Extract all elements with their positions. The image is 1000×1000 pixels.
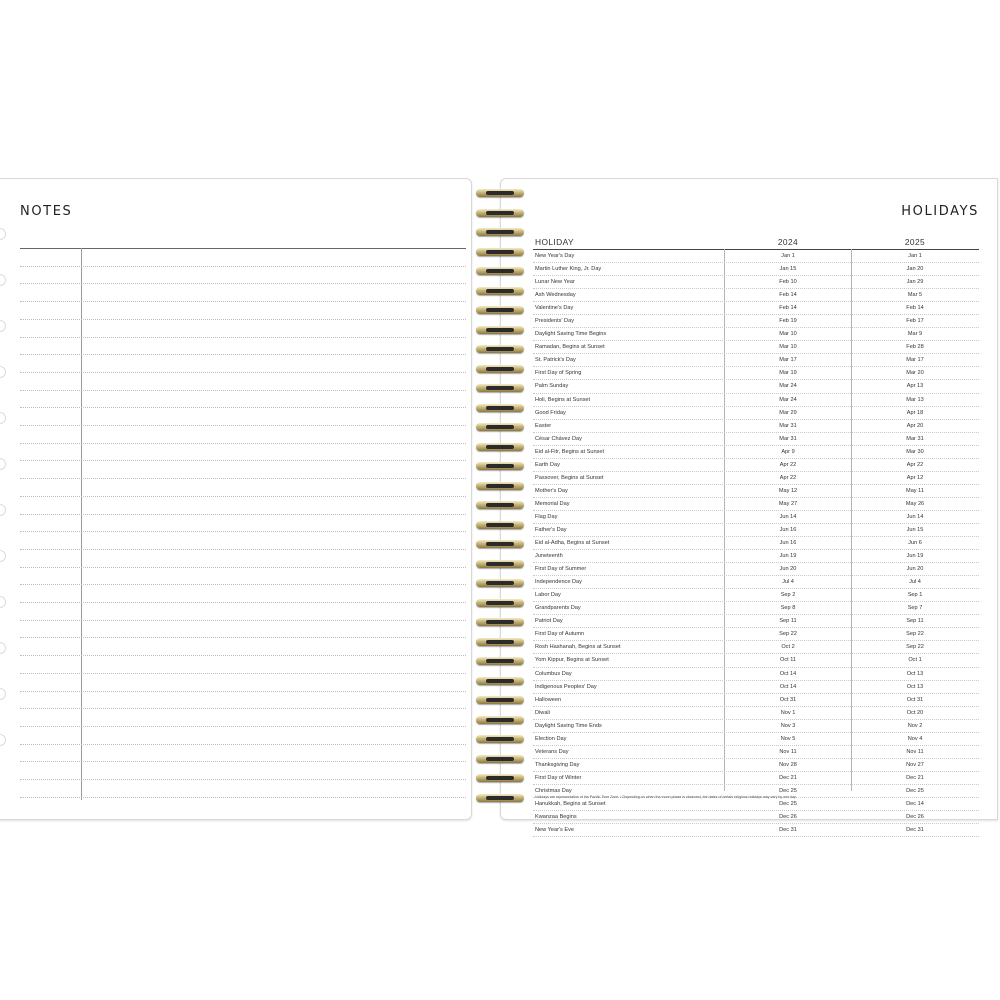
- holiday-name: Juneteenth: [535, 553, 563, 560]
- notes-line: [20, 779, 466, 780]
- holiday-date-2024: Dec 26: [779, 814, 797, 821]
- holiday-date-2025: Jan 20: [906, 266, 924, 273]
- holiday-date-2024: Nov 28: [779, 761, 797, 768]
- spiral-coil: [472, 557, 528, 571]
- notes-line: [20, 567, 466, 568]
- holiday-date-2024: Apr 9: [781, 448, 795, 455]
- holiday-date-2024: Dec 25: [779, 800, 797, 807]
- spiral-coil: [472, 401, 528, 415]
- holidays-table: [533, 233, 979, 837]
- holiday-name: Good Friday: [535, 409, 566, 416]
- holiday-name: First Day of Winter: [535, 774, 582, 781]
- holiday-date-2025: Mar 30: [906, 448, 924, 455]
- notes-line: [20, 354, 466, 355]
- notes-line: [20, 549, 466, 550]
- holiday-date-2024: Jun 14: [779, 513, 797, 520]
- holiday-date-2024: Sep 11: [779, 618, 797, 625]
- holiday-date-2025: Nov 11: [906, 748, 924, 755]
- holiday-date-2024: Dec 21: [779, 774, 797, 781]
- notes-margin-rule: [81, 248, 82, 800]
- holiday-date-2024: May 12: [778, 487, 798, 494]
- holiday-date-2024: Nov 1: [780, 709, 796, 716]
- spiral-coil: [472, 303, 528, 317]
- holiday-name: Yom Kippur, Begins at Sunset: [535, 657, 609, 664]
- holiday-row: [533, 811, 979, 824]
- holiday-row: [533, 602, 979, 615]
- holiday-date-2024: Oct 14: [779, 683, 797, 690]
- notes-line: [20, 283, 466, 284]
- holidays-rows: [533, 250, 979, 837]
- holiday-row: [533, 681, 979, 694]
- holiday-date-2024: Feb 14: [779, 292, 797, 299]
- holiday-name: Mother's Day: [535, 487, 568, 494]
- holiday-row: [533, 746, 979, 759]
- holidays-footnote: Holidays are representative of the Pacific Time Zone. • Depending on when the moon phase is observed, the dates of certain religious holidays may vary by one day.: [535, 795, 797, 799]
- holiday-date-2025: Jan 1: [908, 253, 922, 259]
- holiday-name: Father's Day: [535, 526, 567, 533]
- notes-line: [20, 390, 466, 391]
- holiday-date-2024: Feb 19: [779, 318, 797, 325]
- holiday-date-2024: Jul 4: [782, 579, 794, 586]
- holiday-row: [533, 498, 979, 511]
- holiday-name: Ash Wednesday: [535, 292, 576, 299]
- holiday-row: [533, 315, 979, 328]
- holiday-name: Easter: [535, 422, 552, 429]
- holiday-date-2024: Nov 5: [780, 735, 796, 742]
- holiday-date-2025: Oct 31: [906, 696, 924, 703]
- notes-line: [20, 761, 466, 762]
- holiday-date-2024: Jun 16: [779, 526, 797, 533]
- notes-line: [20, 620, 466, 621]
- holiday-date-2025: Mar 17: [906, 357, 924, 364]
- holiday-date-2024: Mar 24: [779, 383, 797, 390]
- holiday-name: Lunar New Year: [535, 279, 575, 286]
- holiday-row: [533, 654, 979, 667]
- holiday-row: [533, 459, 979, 472]
- holiday-date-2024: Mar 10: [779, 344, 797, 351]
- holiday-row: [533, 289, 979, 302]
- holiday-date-2024: Oct 11: [779, 657, 797, 664]
- holiday-name: Rosh Hashanah, Begins at Sunset: [535, 644, 621, 651]
- spiral-coil: [472, 381, 528, 395]
- holiday-date-2024: Mar 31: [779, 422, 797, 429]
- notes-line: [20, 531, 466, 532]
- holiday-name: Eid al-Adha, Begins at Sunset: [535, 540, 610, 547]
- tab-notch: [0, 366, 6, 378]
- holiday-row: [533, 628, 979, 641]
- spiral-coil: [472, 615, 528, 629]
- spiral-coil: [472, 362, 528, 376]
- holiday-row: [533, 420, 979, 433]
- holiday-date-2025: Oct 20: [906, 709, 924, 716]
- holiday-date-2024: Mar 31: [779, 435, 797, 442]
- holiday-date-2025: Feb 17: [906, 318, 924, 325]
- holiday-date-2025: Jun 19: [906, 553, 924, 560]
- holiday-name: Presidents' Day: [535, 318, 574, 325]
- holiday-date-2025: Oct 1: [908, 657, 922, 664]
- notes-line: [20, 673, 466, 674]
- holiday-date-2025: Apr 20: [906, 422, 924, 429]
- holiday-date-2025: Dec 26: [906, 814, 924, 821]
- holiday-name: Hanukkah, Begins at Sunset: [535, 800, 606, 807]
- holiday-name: Thanksgiving Day: [535, 761, 580, 768]
- spiral-coil: [472, 245, 528, 259]
- holidays-title: HOLIDAYS: [901, 204, 979, 219]
- spiral-coil: [472, 206, 528, 220]
- holiday-row: [533, 446, 979, 459]
- holiday-row: [533, 302, 979, 315]
- notes-line: [20, 319, 466, 320]
- holiday-date-2025: May 11: [906, 487, 924, 494]
- holiday-date-2024: Mar 19: [779, 370, 797, 377]
- holiday-date-2025: Sep 22: [906, 631, 924, 638]
- holiday-name: Indigenous Peoples' Day: [535, 683, 597, 690]
- tab-notch: [0, 688, 6, 700]
- spiral-coil: [472, 576, 528, 590]
- holiday-date-2024: May 27: [778, 500, 798, 507]
- holiday-name: St. Patrick's Day: [535, 357, 576, 364]
- holiday-row: [533, 511, 979, 524]
- notes-line: [20, 514, 466, 515]
- holiday-name: Patriot Day: [535, 618, 563, 625]
- holiday-row: [533, 485, 979, 498]
- holiday-date-2024: Mar 17: [779, 357, 797, 364]
- holiday-name: First Day of Spring: [535, 370, 582, 377]
- holiday-date-2025: Sep 11: [906, 618, 924, 625]
- notes-line: [20, 443, 466, 444]
- holiday-date-2025: Feb 28: [906, 344, 924, 351]
- spiral-coil: [472, 674, 528, 688]
- holiday-date-2025: Apr 22: [906, 461, 924, 468]
- holiday-row: [533, 772, 979, 785]
- holiday-date-2024: Sep 8: [780, 605, 796, 612]
- holiday-date-2025: Mar 31: [906, 435, 924, 442]
- spiral-coil: [472, 186, 528, 200]
- holiday-row: [533, 263, 979, 276]
- holiday-date-2025: Nov 4: [907, 735, 923, 742]
- holiday-date-2024: Nov 11: [779, 748, 797, 755]
- holiday-date-2024: Oct 14: [779, 670, 797, 677]
- tab-notch: [0, 320, 6, 332]
- holiday-row: [533, 668, 979, 681]
- spiral-coil: [472, 479, 528, 493]
- holiday-row: [533, 250, 979, 263]
- spiral-coil: [472, 459, 528, 473]
- notes-line: [20, 460, 466, 461]
- holiday-date-2025: Sep 1: [907, 592, 923, 599]
- holiday-name: Kwanzaa Begins: [535, 814, 577, 821]
- holiday-date-2025: Nov 2: [907, 722, 923, 729]
- holiday-name: Ramadan, Begins at Sunset: [535, 344, 605, 351]
- spiral-coil: [472, 225, 528, 239]
- holiday-name: Memorial Day: [535, 500, 570, 507]
- holiday-date-2025: Oct 13: [906, 670, 924, 677]
- holiday-name: Flag Day: [535, 513, 558, 520]
- holiday-name: Martin Luther King, Jr. Day: [535, 266, 602, 273]
- holiday-date-2024: Apr 22: [779, 474, 797, 481]
- holiday-row: [533, 433, 979, 446]
- holiday-row: [533, 341, 979, 354]
- holiday-date-2025: Apr 12: [906, 474, 924, 481]
- holiday-name: Passover, Begins at Sunset: [535, 474, 604, 481]
- holiday-row: [533, 694, 979, 707]
- holiday-date-2025: Jun 20: [906, 566, 924, 573]
- holiday-date-2024: Dec 25: [779, 787, 797, 794]
- tab-notch: [0, 596, 6, 608]
- holiday-name: Veterans Day: [535, 748, 569, 755]
- holiday-name: Independence Day: [535, 579, 582, 586]
- spiral-coil: [472, 537, 528, 551]
- holiday-date-2025: Dec 14: [906, 800, 924, 807]
- holiday-date-2024: Oct 2: [781, 644, 795, 651]
- spiral-coil: [472, 732, 528, 746]
- holiday-row: [533, 798, 979, 811]
- holiday-date-2024: Feb 10: [779, 279, 797, 286]
- spiral-binding: [472, 186, 528, 812]
- holiday-date-2024: Mar 24: [779, 396, 797, 403]
- tab-notch: [0, 412, 6, 424]
- spiral-coil: [472, 752, 528, 766]
- notes-line: [20, 726, 466, 727]
- holiday-row: [533, 615, 979, 628]
- holiday-row: [533, 394, 979, 407]
- holiday-name: First Day of Summer: [535, 566, 587, 573]
- holiday-date-2025: May 26: [905, 500, 925, 507]
- page-edge-tab-notches: [0, 178, 8, 818]
- holiday-date-2025: Jun 6: [908, 540, 922, 547]
- holiday-row: [533, 367, 979, 380]
- holiday-name: Grandparents Day: [535, 605, 581, 612]
- notes-line: [20, 301, 466, 302]
- holiday-row: [533, 380, 979, 393]
- tab-notch: [0, 734, 6, 746]
- holiday-name: Election Day: [535, 735, 567, 742]
- spiral-coil: [472, 771, 528, 785]
- holiday-name: Halloween: [535, 696, 562, 703]
- notes-line: [20, 797, 466, 798]
- spiral-coil: [472, 791, 528, 805]
- holiday-date-2025: Jun 14: [906, 513, 924, 520]
- holiday-name: Labor Day: [535, 592, 561, 599]
- holiday-date-2025: Dec 31: [906, 827, 924, 834]
- holiday-row: [533, 328, 979, 341]
- holiday-date-2024: Sep 2: [780, 592, 796, 599]
- holiday-date-2024: Oct 31: [779, 696, 797, 703]
- holiday-date-2025: Mar 20: [906, 370, 924, 377]
- holiday-date-2025: Mar 13: [906, 396, 924, 403]
- holiday-date-2024: Jun 19: [779, 553, 797, 560]
- holiday-date-2025: Feb 14: [906, 305, 924, 312]
- holiday-row: [533, 524, 979, 537]
- tab-notch: [0, 274, 6, 286]
- holiday-date-2025: Apr 13: [906, 383, 924, 390]
- holiday-row: [533, 276, 979, 289]
- tab-notch: [0, 458, 6, 470]
- holiday-date-2025: Mar 5: [907, 292, 923, 299]
- holiday-date-2024: Apr 22: [779, 461, 797, 468]
- holiday-row: [533, 563, 979, 576]
- tab-notch: [0, 504, 6, 516]
- holiday-name: Diwali: [535, 709, 550, 716]
- holiday-row: [533, 759, 979, 772]
- notes-line: [20, 691, 466, 692]
- notes-line: [20, 478, 466, 479]
- notes-line: [20, 708, 466, 709]
- holiday-date-2025: Jul 4: [909, 579, 921, 586]
- holiday-name: Eid al-Fitr, Begins at Sunset: [535, 448, 605, 455]
- spiral-coil: [472, 342, 528, 356]
- holiday-date-2024: Dec 31: [779, 827, 797, 834]
- notes-line: [20, 584, 466, 585]
- spiral-coil: [472, 264, 528, 278]
- holiday-name: Palm Sunday: [535, 383, 569, 390]
- spiral-coil: [472, 440, 528, 454]
- holiday-row: [533, 720, 979, 733]
- holiday-name: Earth Day: [535, 461, 560, 468]
- holiday-date-2025: Jan 29: [906, 279, 924, 286]
- spiral-coil: [472, 518, 528, 532]
- notes-top-rule: [20, 248, 466, 249]
- holiday-name: New Year's Eve: [535, 827, 575, 834]
- holiday-date-2024: Feb 14: [779, 305, 797, 312]
- holiday-row: [533, 707, 979, 720]
- holiday-row: [533, 641, 979, 654]
- holiday-date-2024: Jan 1: [781, 253, 795, 259]
- holiday-name: Daylight Saving Time Ends: [535, 722, 602, 729]
- holiday-name: Holi, Begins at Sunset: [535, 396, 591, 403]
- header-year-2025: 2025: [904, 237, 926, 247]
- holiday-row: [533, 824, 979, 837]
- notes-line: [20, 602, 466, 603]
- holiday-date-2024: Jun 16: [779, 540, 797, 547]
- notes-lined-area: [20, 248, 466, 800]
- header-holiday: HOLIDAY: [535, 237, 574, 247]
- holiday-row: [533, 354, 979, 367]
- spiral-coil: [472, 284, 528, 298]
- notes-line: [20, 637, 466, 638]
- notes-line: [20, 266, 466, 267]
- holiday-date-2025: Sep 22: [906, 644, 924, 651]
- holiday-row: [533, 550, 979, 563]
- holiday-date-2024: Mar 29: [779, 409, 797, 416]
- holiday-name: Daylight Saving Time Begins: [535, 331, 607, 338]
- holiday-date-2024: Mar 10: [779, 331, 797, 338]
- notes-line: [20, 337, 466, 338]
- holiday-date-2025: Nov 27: [906, 761, 924, 768]
- holiday-date-2024: Nov 3: [780, 722, 796, 729]
- holidays-table-header: [533, 233, 979, 250]
- holiday-row: [533, 472, 979, 485]
- spiral-coil: [472, 420, 528, 434]
- holiday-date-2025: Sep 7: [907, 605, 923, 612]
- holiday-name: Valentine's Day: [535, 305, 574, 312]
- spiral-coil: [472, 693, 528, 707]
- holiday-date-2025: Jun 15: [906, 526, 924, 533]
- notes-line: [20, 496, 466, 497]
- holiday-date-2025: Dec 25: [906, 787, 924, 794]
- holiday-row: [533, 733, 979, 746]
- spiral-coil: [472, 635, 528, 649]
- holiday-name: New Year's Day: [535, 253, 575, 259]
- holiday-date-2024: Jun 20: [779, 566, 797, 573]
- notes-line: [20, 407, 466, 408]
- holiday-date-2025: Mar 9: [907, 331, 923, 338]
- tab-notch: [0, 228, 6, 240]
- notes-line: [20, 655, 466, 656]
- notes-line: [20, 425, 466, 426]
- holiday-name: Christmas Day: [535, 787, 572, 794]
- holiday-name: César Chávez Day: [535, 435, 582, 442]
- holiday-row: [533, 407, 979, 420]
- holiday-date-2024: Sep 22: [779, 631, 797, 638]
- spiral-coil: [472, 498, 528, 512]
- holiday-name: Columbus Day: [535, 670, 572, 677]
- tab-notch: [0, 642, 6, 654]
- notes-line: [20, 372, 466, 373]
- holiday-date-2025: Apr 18: [906, 409, 924, 416]
- holiday-row: [533, 576, 979, 589]
- spiral-coil: [472, 654, 528, 668]
- holiday-row: [533, 537, 979, 550]
- notes-title: NOTES: [20, 204, 73, 219]
- spiral-coil: [472, 596, 528, 610]
- holiday-date-2024: Jan 15: [779, 266, 797, 273]
- holiday-date-2025: Oct 13: [906, 683, 924, 690]
- holiday-date-2025: Dec 21: [906, 774, 924, 781]
- holiday-name: First Day of Autumn: [535, 631, 585, 638]
- spiral-coil: [472, 323, 528, 337]
- tab-notch: [0, 550, 6, 562]
- notes-line: [20, 744, 466, 745]
- holiday-row: [533, 589, 979, 602]
- spiral-coil: [472, 713, 528, 727]
- header-year-2024: 2024: [777, 237, 799, 247]
